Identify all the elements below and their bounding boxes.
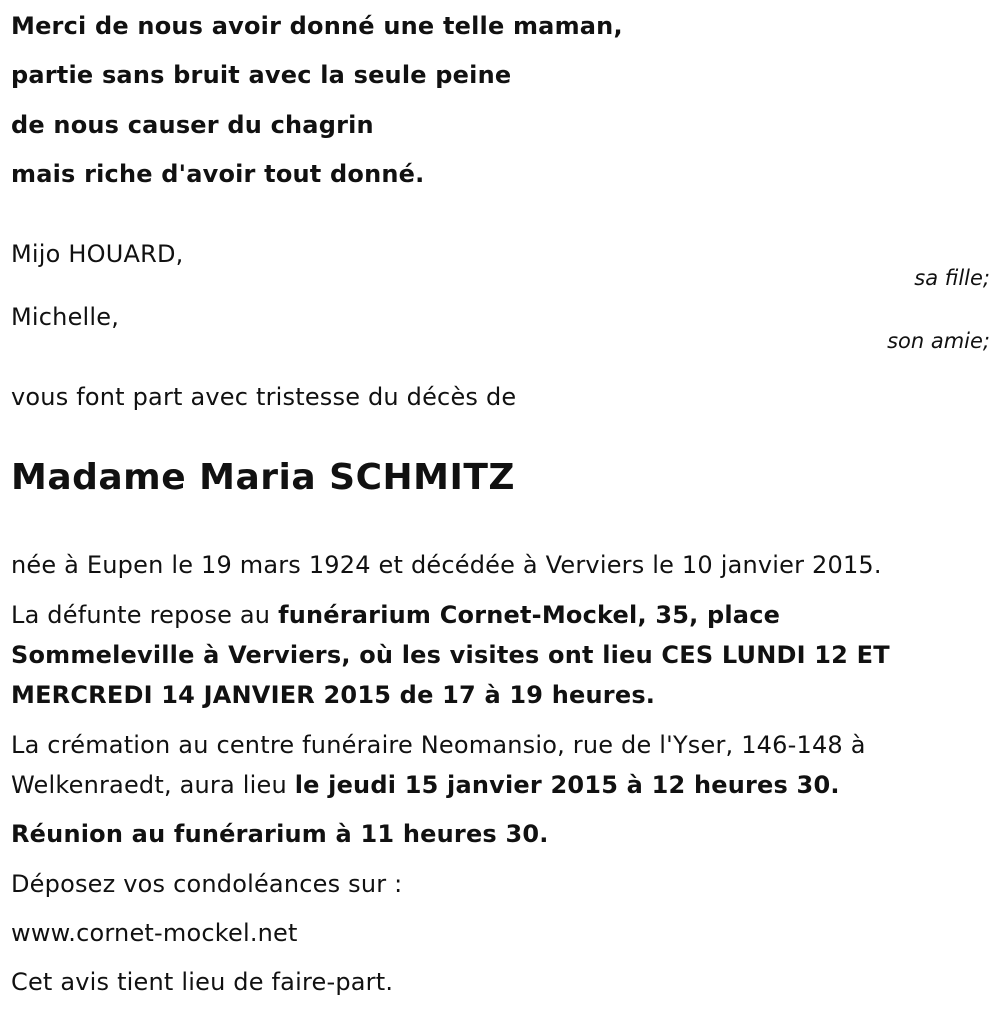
visitation-line-1 xyxy=(11,600,780,630)
deceased-name: Madame Maria SCHMITZ xyxy=(11,457,516,498)
family-member-name: Michelle, xyxy=(11,303,120,331)
closing-note: Cet avis tient lieu de faire-part. xyxy=(11,968,394,996)
cremation-datetime: le jeudi 15 janvier 2015 à 12 heures 30. xyxy=(294,771,840,799)
announcement-text: vous font part avec tristesse du décès de xyxy=(11,383,517,411)
cremation-line-1: La crémation au centre funéraire Neomansio, rue de l'Yser, 146-148 à xyxy=(11,731,866,759)
website-link[interactable]: www.cornet-mockel.net xyxy=(11,919,298,947)
birth-death-info: née à Eupen le 19 mars 1924 et décédée à Verviers le 10 janvier 2015. xyxy=(11,551,882,579)
poem-line-4: mais riche d'avoir tout donné. xyxy=(11,160,425,188)
condolences-label: Déposez vos condoléances sur : xyxy=(11,870,403,898)
family-member-relation: son amie; xyxy=(887,329,990,353)
cremation-line-2 xyxy=(11,770,840,800)
visitation-line-2: Sommeleville à Verviers, où les visites ont lieu CES LUNDI 12 ET xyxy=(11,641,890,669)
reunion-info: Réunion au funérarium à 11 heures 30. xyxy=(11,820,549,848)
visitation-line-3: MERCREDI 14 JANVIER 2015 de 17 à 19 heures. xyxy=(11,681,656,709)
family-member-name: Mijo HOUARD, xyxy=(11,240,184,268)
poem-line-1: Merci de nous avoir donné une telle maman, xyxy=(11,12,623,40)
visitation-prefix: La défunte repose au xyxy=(11,601,279,629)
family-member-relation: sa fille; xyxy=(914,266,990,290)
poem-line-2: partie sans bruit avec la seule peine xyxy=(11,61,512,89)
cremation-prefix: Welkenraedt, aura lieu xyxy=(11,771,295,799)
funerarium-address: funérarium Cornet-Mockel, 35, place xyxy=(278,601,781,629)
poem-line-3: de nous causer du chagrin xyxy=(11,111,374,139)
